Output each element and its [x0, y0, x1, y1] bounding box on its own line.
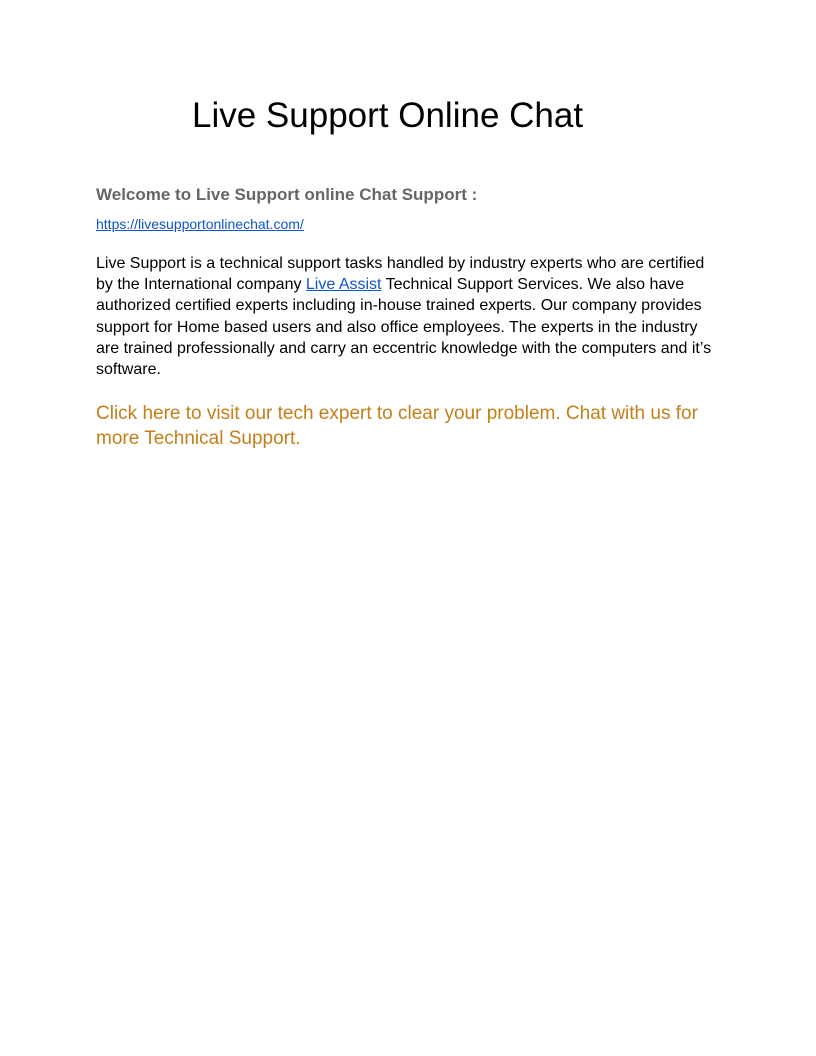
welcome-subtitle: Welcome to Live Support online Chat Support : [96, 185, 478, 204]
paragraph-text-part-1: Live Support is a technical support tasks handled by industry experts who are certified by the International company [96, 255, 705, 294]
call-to-action-text[interactable]: Click here to visit our tech expert to clear your problem. Chat with us for more Technical Support. [96, 403, 698, 449]
document-title: Live Support Online Chat [192, 96, 584, 135]
website-url-link[interactable]: https://livesupportonlinechat.com/ [96, 216, 304, 232]
live-assist-link[interactable]: Live Assist [305, 276, 382, 294]
description-paragraph [96, 253, 721, 380]
paragraph-text-part-2: Technical Support Services. We also have authorized certified experts including in-house trained experts. Our company provides support for Home based users and also office employees. The experts in the industry are trained professionally and carry an eccentric knowledge with the computers and it’s software. [96, 276, 712, 379]
